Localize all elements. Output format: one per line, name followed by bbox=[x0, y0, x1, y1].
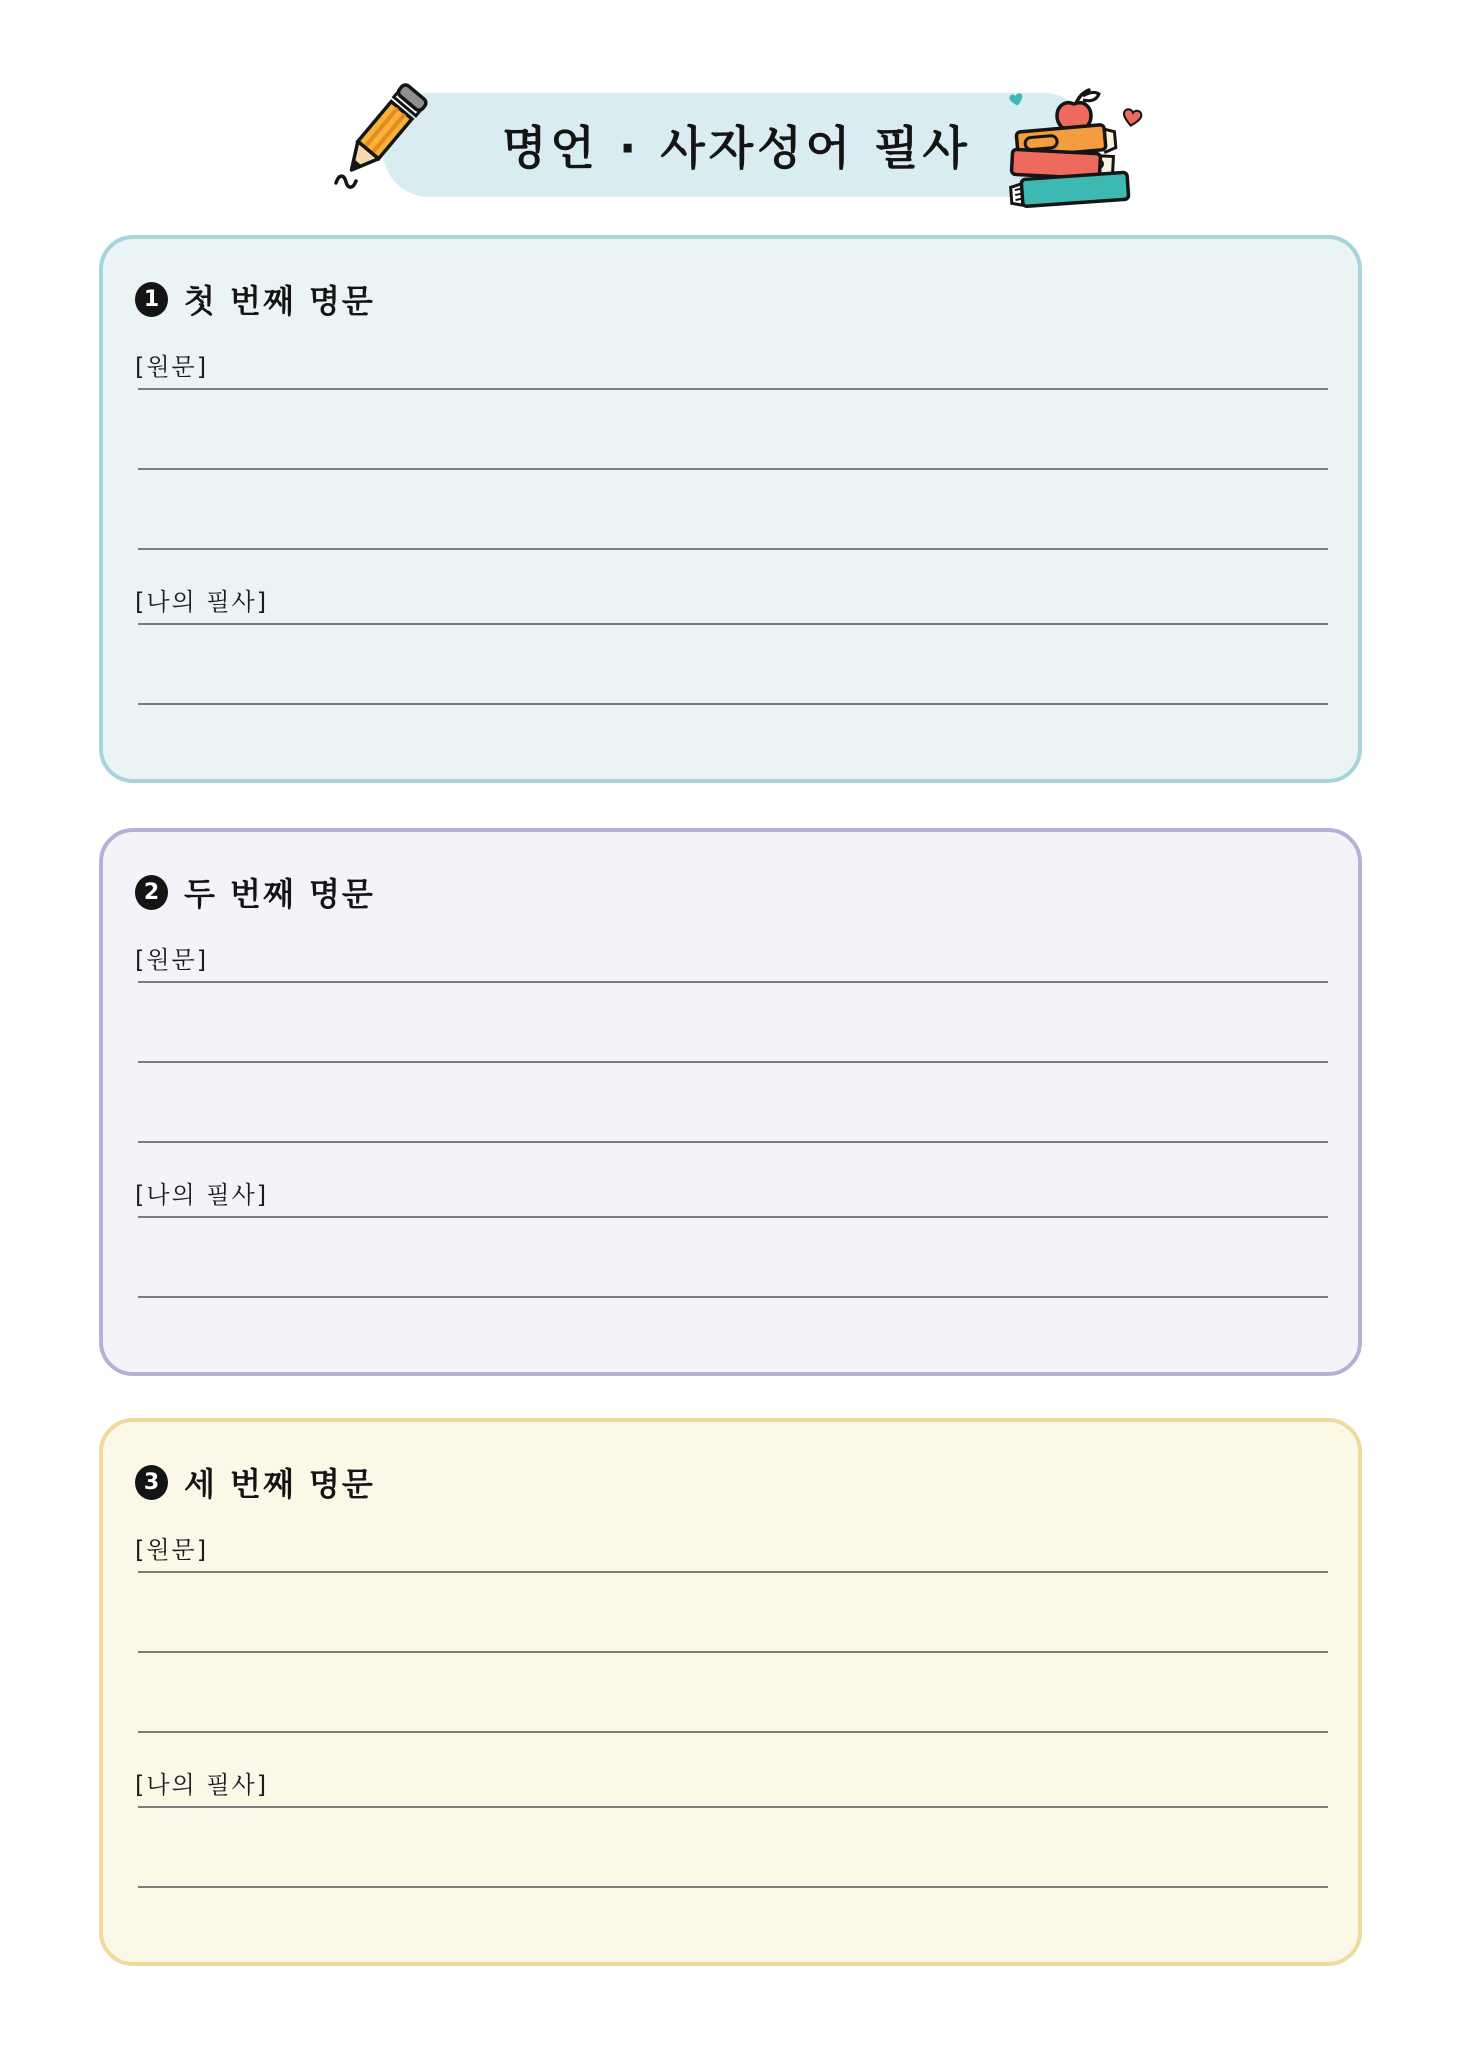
pencil-icon bbox=[322, 80, 442, 198]
section-title: 첫 번째 명문 bbox=[184, 282, 375, 320]
original-text-label: [원문] bbox=[135, 946, 209, 974]
section-card-third bbox=[99, 1418, 1362, 1966]
section-number-badge: 2 bbox=[135, 875, 168, 910]
section-header bbox=[135, 281, 1328, 320]
writing-line bbox=[138, 625, 1328, 705]
section-number-badge: 1 bbox=[135, 282, 168, 317]
section-header bbox=[135, 1464, 1328, 1503]
writing-line bbox=[138, 1808, 1328, 1888]
writing-line bbox=[138, 1218, 1328, 1298]
writing-line bbox=[138, 390, 1328, 470]
header-banner bbox=[383, 93, 1090, 197]
writing-line bbox=[138, 612, 1328, 625]
my-copy-label: [나의 필사] bbox=[135, 1181, 269, 1209]
writing-line bbox=[138, 1653, 1328, 1733]
writing-line bbox=[138, 983, 1328, 1063]
writing-line bbox=[138, 1560, 1328, 1573]
writing-line bbox=[138, 470, 1328, 550]
section-number-badge: 3 bbox=[135, 1465, 168, 1500]
section-card-first bbox=[99, 235, 1362, 783]
writing-line bbox=[138, 970, 1328, 983]
section-header bbox=[135, 874, 1328, 913]
heart-icon-coral bbox=[1122, 109, 1142, 128]
section-title: 두 번째 명문 bbox=[184, 875, 375, 913]
writing-line bbox=[138, 1205, 1328, 1218]
writing-line bbox=[138, 1573, 1328, 1653]
my-copy-label: [나의 필사] bbox=[135, 588, 269, 616]
book-stack-icon bbox=[995, 82, 1155, 210]
my-copy-label: [나의 필사] bbox=[135, 1771, 269, 1799]
writing-line bbox=[138, 377, 1328, 390]
heart-icon-teal bbox=[1009, 93, 1024, 107]
section-card-second bbox=[99, 828, 1362, 1376]
page-title: 명언 · 사자성어 필사 bbox=[501, 121, 971, 175]
original-text-label: [원문] bbox=[135, 1536, 209, 1564]
writing-line bbox=[138, 1795, 1328, 1808]
original-text-label: [원문] bbox=[135, 353, 209, 381]
writing-line bbox=[138, 1063, 1328, 1143]
section-title: 세 번째 명문 bbox=[184, 1465, 375, 1503]
